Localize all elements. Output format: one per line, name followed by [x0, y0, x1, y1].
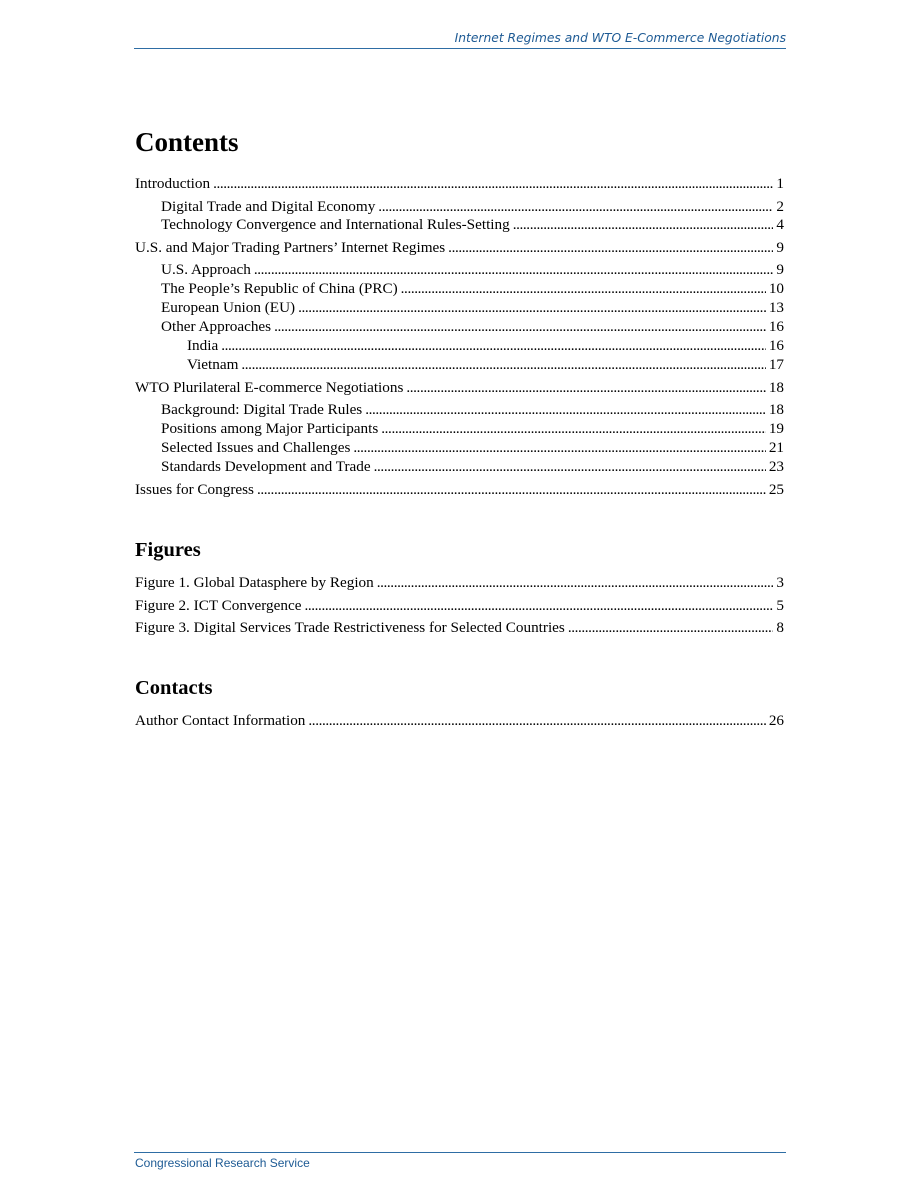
dot-leader [381, 419, 766, 438]
dot-leader [406, 378, 765, 397]
toc-entry-title: U.S. and Major Trading Partners’ Internet Regimes [135, 239, 446, 256]
dot-leader [308, 711, 765, 730]
toc-entry-title: Digital Trade and Digital Economy [161, 198, 376, 215]
figure-entry[interactable] [135, 618, 784, 637]
toc-entry[interactable] [161, 298, 784, 317]
contact-entry-page: 26 [768, 712, 784, 729]
dot-leader [365, 400, 766, 419]
toc-entry-page: 2 [776, 198, 784, 215]
running-header: Internet Regimes and WTO E-Commerce Negotiations [134, 30, 786, 49]
figure-entry-page: 8 [776, 619, 784, 636]
toc-entry-title: The People’s Republic of China (PRC) [161, 280, 398, 297]
contents-heading: Contents [135, 127, 239, 157]
toc-entry[interactable] [187, 336, 784, 355]
toc-entry-page: 13 [768, 299, 784, 316]
toc-entry[interactable] [135, 174, 784, 193]
footer-organization: Congressional Research Service [135, 1156, 310, 1170]
toc-entry[interactable] [161, 419, 784, 438]
toc-entry[interactable] [135, 378, 784, 397]
toc-entry-page: 1 [776, 175, 784, 192]
figure-entry-page: 3 [776, 574, 784, 591]
toc-entry-page: 4 [776, 216, 784, 233]
toc-entry-title: Vietnam [187, 356, 239, 373]
toc-entry-title: Issues for Congress [135, 481, 254, 498]
toc-entry[interactable] [161, 317, 784, 336]
toc-entry[interactable] [161, 197, 784, 216]
figure-entry-title: Figure 1. Global Datasphere by Region [135, 574, 374, 591]
toc-entry-page: 16 [768, 337, 784, 354]
toc-entry-page: 16 [768, 318, 784, 335]
dot-leader [298, 298, 766, 317]
dot-leader [221, 336, 766, 355]
contact-entry-title: Author Contact Information [135, 712, 306, 729]
toc-entry-page: 19 [768, 420, 784, 437]
toc-entry[interactable] [161, 457, 784, 476]
toc-entry-title: Other Approaches [161, 318, 272, 335]
dot-leader [213, 174, 773, 193]
toc-entry-title: Background: Digital Trade Rules [161, 401, 363, 418]
toc-entry-title: Introduction [135, 175, 211, 192]
dot-leader [378, 197, 773, 216]
toc-entry[interactable] [135, 480, 784, 499]
toc-entry-title: Selected Issues and Challenges [161, 439, 351, 456]
toc-entry-page: 23 [768, 458, 784, 475]
toc-entry-page: 25 [768, 481, 784, 498]
toc-entry-page: 21 [768, 439, 784, 456]
figure-entry[interactable] [135, 573, 784, 592]
toc-entry[interactable] [161, 438, 784, 457]
toc-entry-page: 9 [776, 239, 784, 256]
footer-rule [134, 1152, 786, 1153]
contact-entry[interactable] [135, 711, 784, 730]
toc-entry[interactable] [161, 400, 784, 419]
toc-entry-page: 17 [768, 356, 784, 373]
toc-entry-page: 18 [768, 379, 784, 396]
toc-entry-title: Standards Development and Trade [161, 458, 371, 475]
dot-leader [374, 457, 766, 476]
dot-leader [274, 317, 766, 336]
toc-entry-title: European Union (EU) [161, 299, 296, 316]
dot-leader [257, 480, 766, 499]
toc-entry[interactable] [161, 260, 784, 279]
dot-leader [377, 573, 774, 592]
toc-entry-title: U.S. Approach [161, 261, 251, 278]
figure-entry[interactable] [135, 596, 784, 615]
dot-leader [401, 279, 766, 298]
dot-leader [241, 355, 765, 374]
toc-entry-title: Technology Convergence and International Rules-Setting [161, 216, 510, 233]
toc-entry[interactable] [187, 355, 784, 374]
figures-heading: Figures [135, 539, 201, 561]
toc-entry-page: 9 [776, 261, 784, 278]
figure-entry-title: Figure 2. ICT Convergence [135, 597, 302, 614]
dot-leader [513, 215, 774, 234]
toc-entry-title: Positions among Major Participants [161, 420, 379, 437]
figure-entry-page: 5 [776, 597, 784, 614]
dot-leader [353, 438, 765, 457]
toc-entry-title: WTO Plurilateral E-commerce Negotiations [135, 379, 404, 396]
dot-leader [448, 238, 773, 257]
toc-entry[interactable] [161, 279, 784, 298]
toc-entry[interactable] [161, 215, 784, 234]
toc-entry[interactable] [135, 238, 784, 257]
toc-entry-page: 18 [768, 401, 784, 418]
toc-entry-page: 10 [768, 280, 784, 297]
dot-leader [254, 260, 774, 279]
dot-leader [304, 596, 773, 615]
dot-leader [568, 618, 774, 637]
toc-entry-title: India [187, 337, 219, 354]
figure-entry-title: Figure 3. Digital Services Trade Restrictiveness for Selected Countries [135, 619, 565, 636]
contacts-heading: Contacts [135, 677, 213, 699]
